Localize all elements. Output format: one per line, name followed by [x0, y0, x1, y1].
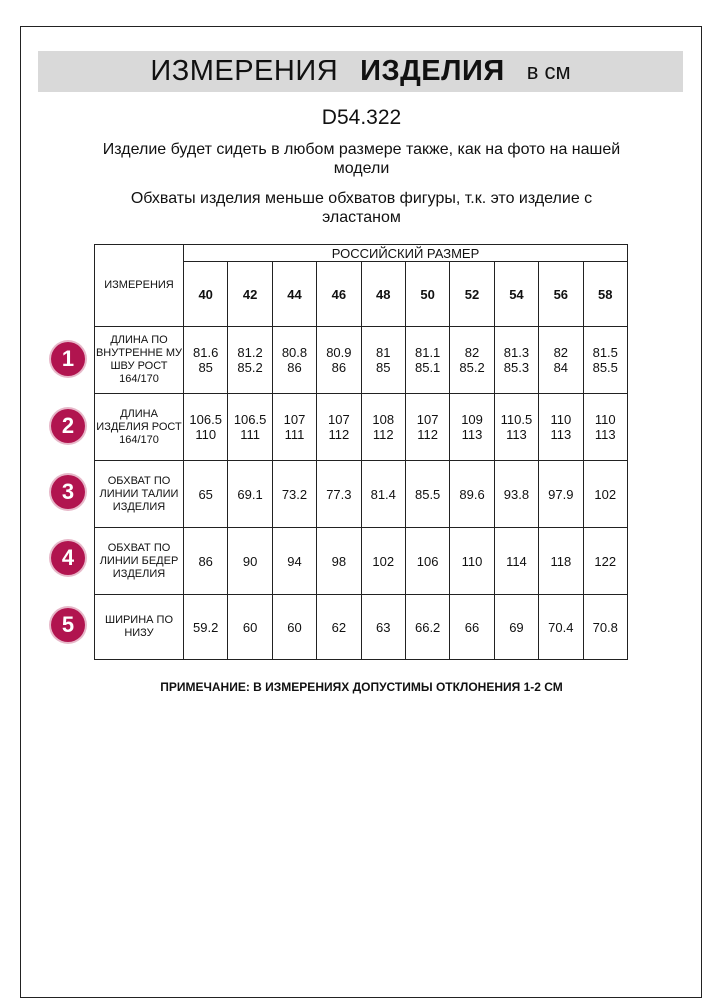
title-banner — [38, 51, 683, 92]
size-header-58: 58 — [583, 262, 627, 327]
measurement-value: 106.5 — [189, 412, 222, 427]
measurement-cell — [583, 528, 627, 595]
measurement-value: 77.3 — [326, 486, 352, 502]
measurement-value: 110.5 — [500, 412, 533, 427]
measurement-value: 81.1 — [414, 345, 441, 360]
measurement-value: 65 — [198, 486, 213, 502]
measurement-value: 111 — [240, 427, 260, 442]
row-number-badge: 4 — [51, 541, 85, 575]
row-number-badge: 3 — [51, 475, 85, 509]
measurement-value: 109 — [461, 412, 483, 427]
measurement-value: 107 — [416, 412, 439, 427]
measurement-value: 85.5 — [414, 486, 441, 502]
measurement-cell — [361, 528, 405, 595]
measurement-value: 94 — [287, 553, 302, 569]
table-row — [95, 528, 628, 595]
measurement-value: 59.2 — [193, 619, 219, 635]
measurement-cell — [583, 327, 627, 394]
measurement-cell — [583, 394, 627, 461]
measurement-cell — [494, 528, 538, 595]
measurement-value: 63 — [376, 619, 391, 635]
measurement-cell — [228, 394, 272, 461]
measurement-cell — [184, 528, 228, 595]
measurement-value: 114 — [506, 553, 527, 569]
measurement-value: 110 — [550, 412, 572, 427]
measurement-value: 82 — [464, 345, 480, 360]
size-header-56: 56 — [539, 262, 583, 327]
measurement-cell — [272, 394, 316, 461]
measurement-cell — [583, 595, 627, 660]
measurement-cell — [361, 461, 405, 528]
measurement-cell — [539, 461, 583, 528]
measurement-value: 110 — [461, 553, 483, 569]
row-number-badge: 5 — [51, 608, 85, 642]
measurement-cell — [228, 327, 272, 394]
measurement-cell — [405, 461, 449, 528]
measurement-value: 106.5 — [233, 412, 267, 427]
measurement-cell — [361, 394, 405, 461]
measurement-cell — [450, 461, 494, 528]
size-header-46: 46 — [317, 262, 361, 327]
measurement-value: 60 — [287, 619, 302, 635]
measurement-cell — [272, 327, 316, 394]
tolerance-footnote: ПРИМЕЧАНИЕ: В ИЗМЕРЕНИЯХ ДОПУСТИМЫ ОТКЛОНЕНИЯ 1-2 СМ — [160, 680, 563, 694]
measurement-value: 73.2 — [281, 486, 308, 502]
measurement-value: 81.3 — [503, 345, 530, 360]
measurement-value: 62 — [331, 619, 347, 635]
measurement-value: 80.9 — [326, 345, 352, 360]
measurement-cell — [450, 394, 494, 461]
corner-label: ИЗМЕРЕНИЯ — [95, 245, 184, 327]
measurement-value: 108 — [372, 412, 395, 427]
measurement-value: 86 — [198, 553, 213, 569]
measurement-value: 112 — [372, 427, 394, 442]
measurement-value: 110 — [594, 412, 616, 427]
size-header-48: 48 — [361, 262, 405, 327]
measurement-value: 112 — [417, 427, 439, 442]
row-number-badge: 1 — [51, 342, 85, 376]
size-group-label: РОССИЙСКИЙ РАЗМЕР — [184, 245, 628, 262]
measurement-cell — [317, 394, 361, 461]
measurement-value: 80.8 — [281, 345, 308, 360]
measurement-cell — [361, 595, 405, 660]
measurement-cell — [272, 528, 316, 595]
measurement-value: 113 — [461, 427, 483, 442]
measurement-value: 85 — [376, 360, 391, 375]
measurement-value: 82 — [553, 345, 569, 360]
measurement-value: 102 — [594, 486, 617, 502]
measurement-cell — [317, 595, 361, 660]
measurement-value: 85 — [198, 360, 213, 375]
measurement-value: 81.4 — [370, 486, 396, 502]
size-header-52: 52 — [450, 262, 494, 327]
row-label: ШИРИНА ПО НИЗУ — [95, 595, 184, 660]
measurement-value: 97.9 — [548, 486, 574, 502]
measurement-cell — [583, 461, 627, 528]
measurement-value: 85.2 — [237, 360, 263, 375]
table-row — [95, 394, 628, 461]
measurement-cell — [272, 461, 316, 528]
measurement-value: 113 — [550, 427, 572, 442]
measurement-value: 93.8 — [503, 486, 530, 502]
measurement-value: 106 — [416, 553, 439, 569]
measurement-cell — [228, 528, 272, 595]
measurement-cell — [539, 327, 583, 394]
size-header-44: 44 — [272, 262, 316, 327]
product-code: D54.322 — [321, 106, 402, 129]
measurement-cell — [317, 528, 361, 595]
measurement-cell — [494, 327, 538, 394]
size-header-54: 54 — [494, 262, 538, 327]
elastane-note: Обхваты изделия меньше обхватов фигуры, т.к. это изделие с эластаном — [130, 190, 593, 226]
measurement-value: 112 — [328, 427, 350, 442]
measurement-cell — [450, 595, 494, 660]
measurement-value: 69 — [509, 619, 524, 635]
measurement-value: 70.4 — [548, 619, 574, 635]
measurement-cell — [361, 327, 405, 394]
measurement-cell — [317, 327, 361, 394]
measurement-cell — [450, 528, 494, 595]
measurement-value: 90 — [242, 553, 258, 569]
measurement-cell — [494, 461, 538, 528]
measurement-value: 107 — [328, 412, 350, 427]
measurement-cell — [184, 327, 228, 394]
size-table — [94, 244, 628, 660]
measurement-cell — [317, 461, 361, 528]
measurement-value: 118 — [550, 553, 572, 569]
measurement-cell — [405, 394, 449, 461]
title-unit: в см — [526, 58, 571, 84]
measurement-value: 70.8 — [592, 619, 618, 635]
size-header-40: 40 — [184, 262, 228, 327]
measurement-value: 107 — [283, 412, 306, 427]
measurement-cell — [405, 327, 449, 394]
measurement-value: 86 — [331, 360, 347, 375]
measurement-cell — [228, 461, 272, 528]
measurement-value: 85.5 — [592, 360, 618, 375]
measurement-value: 122 — [594, 553, 617, 569]
measurement-cell — [405, 595, 449, 660]
measurement-value: 69.1 — [237, 486, 263, 502]
row-label: ОБХВАТ ПО ЛИНИИ БЕДЕР ИЗДЕЛИЯ — [95, 528, 184, 595]
measurement-cell — [228, 595, 272, 660]
table-row — [95, 461, 628, 528]
measurement-value: 86 — [287, 360, 302, 375]
measurement-cell — [539, 595, 583, 660]
row-number-badge: 2 — [51, 409, 85, 443]
title-part1: ИЗМЕРЕНИЯ — [150, 55, 339, 87]
measurement-cell — [272, 595, 316, 660]
measurement-cell — [405, 528, 449, 595]
measurement-value: 85.3 — [503, 360, 530, 375]
row-label: ДЛИНА ИЗДЕЛИЯ РОСТ 164/170 — [95, 394, 184, 461]
measurement-value: 81 — [376, 345, 391, 360]
measurement-value: 81.2 — [237, 345, 263, 360]
table-row — [95, 327, 628, 394]
measurement-value: 81.5 — [592, 345, 618, 360]
measurement-cell — [539, 394, 583, 461]
measurement-value: 110 — [195, 427, 217, 442]
measurement-value: 111 — [284, 427, 305, 442]
measurement-cell — [539, 528, 583, 595]
measurement-cell — [494, 595, 538, 660]
row-label: ОБХВАТ ПО ЛИНИИ ТАЛИИ ИЗДЕЛИЯ — [95, 461, 184, 528]
measurement-value: 113 — [506, 427, 527, 442]
measurement-value: 66.2 — [414, 619, 441, 635]
size-header-50: 50 — [405, 262, 449, 327]
measurement-value: 89.6 — [459, 486, 485, 502]
title-part2: ИЗДЕЛИЯ — [360, 55, 505, 87]
measurement-value: 60 — [242, 619, 258, 635]
table-row — [95, 595, 628, 660]
size-header-42: 42 — [228, 262, 272, 327]
measurement-value: 98 — [331, 553, 347, 569]
measurement-value: 85.1 — [414, 360, 441, 375]
measurement-value: 113 — [594, 427, 616, 442]
measurement-cell — [184, 394, 228, 461]
measurement-value: 102 — [372, 553, 395, 569]
measurement-cell — [184, 461, 228, 528]
measurement-value: 85.2 — [459, 360, 485, 375]
fit-note: Изделие будет сидеть в любом размере также, как на фото на нашей модели — [102, 141, 621, 177]
measurement-cell — [184, 595, 228, 660]
row-label: ДЛИНА ПО ВНУТРЕННЕ МУ ШВУ РОСТ 164/170 — [95, 327, 184, 394]
measurement-value: 84 — [553, 360, 569, 375]
measurement-cell — [494, 394, 538, 461]
measurement-cell — [450, 327, 494, 394]
measurement-value: 66 — [464, 619, 480, 635]
measurement-value: 81.6 — [193, 345, 219, 360]
